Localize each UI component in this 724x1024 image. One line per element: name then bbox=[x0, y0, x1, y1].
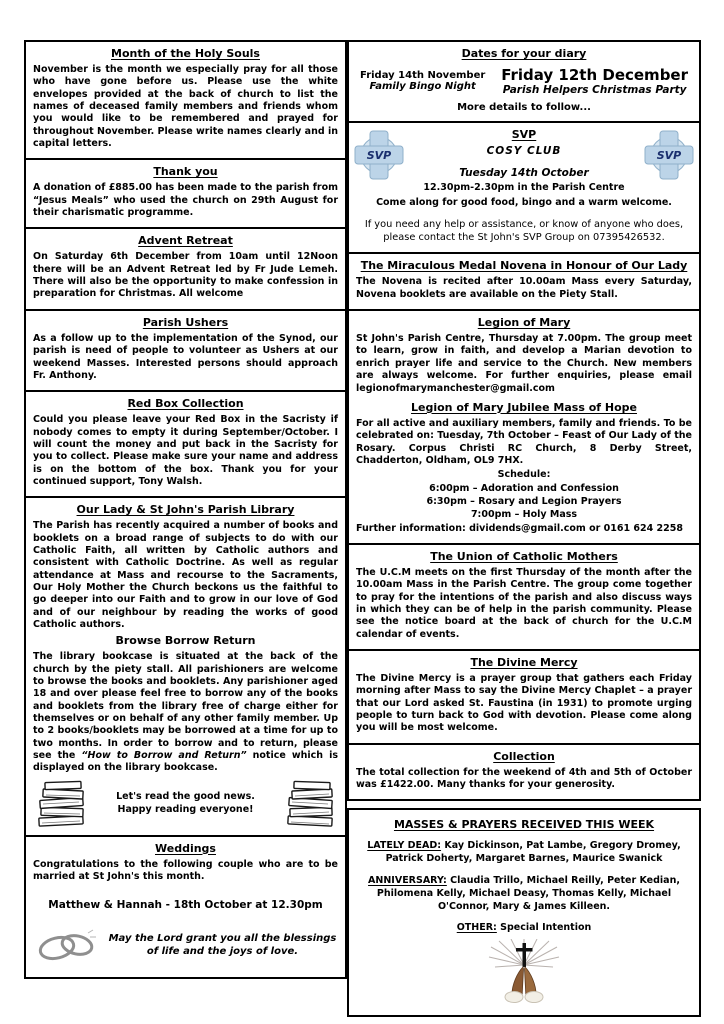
subsection-title: Browse Borrow Return bbox=[115, 634, 256, 648]
praying-hands-icon bbox=[481, 939, 567, 1005]
section-title: Our Lady & St John's Parish Library bbox=[76, 503, 295, 517]
svp-event-time: 12.30pm-2.30pm in the Parish Centre bbox=[423, 182, 625, 194]
section-title: The Union of Catholic Mothers bbox=[430, 549, 618, 563]
section-title: Red Box Collection bbox=[127, 397, 244, 411]
section-miraculous-medal-novena bbox=[347, 252, 701, 311]
section-weddings bbox=[24, 835, 347, 980]
section-red-box-collection bbox=[24, 390, 347, 498]
section-month-of-the-holy-souls bbox=[24, 40, 347, 160]
lately-dead-label: LATELY DEAD: bbox=[367, 840, 442, 852]
section-title: Thank you bbox=[153, 165, 218, 179]
body-part: The library bookcase is situated at the back of the church by the piety stall. All parishioners are welcome to browse the books and booklets. Any parishioner aged 18 and over please feel free to borrow any of the books and booklets from the library free of charge either for themselves or on behalf of any other family member. Up to 2 books/booklets may be borrowed at a time for up to two months. In order to borrow and to return, please see the bbox=[33, 651, 338, 762]
section-body: The Novena is recited after 10.00am Mass every Saturday, Novena booklets are available on the Piety Stall. bbox=[356, 276, 692, 300]
diary-event-christmas-party bbox=[501, 66, 688, 96]
section-body: St John's Parish Centre, Thursday at 7.00pm. The group meet to learn, grow in faith, and develop a Marian devotion to enrich prayer life and service to the Church. New members are always welcome. For further enquiries, please email legionofmarymanchester@gmail.com bbox=[356, 333, 692, 394]
other-paragraph bbox=[356, 922, 692, 935]
section-body: The total collection for the weekend of 4th and 5th of October was £1422.00. Many thanks for your generosity. bbox=[356, 766, 692, 791]
section-body: On Saturday 6th December from 10am until 12Noon there will be an Advent Retreat led by Fr Jude Lemeh. There will also be the opportunity to make confession in preparation for Christmas. All welcome bbox=[33, 251, 338, 300]
caption-line: Happy reading everyone! bbox=[117, 803, 254, 815]
event-name: Family Bingo Night bbox=[369, 81, 476, 92]
section-title: The Miraculous Medal Novena in Honour of Our Lady bbox=[360, 259, 688, 273]
svp-logo-icon bbox=[353, 129, 405, 181]
section-title: Collection bbox=[493, 749, 555, 763]
body-part: notice which is displayed on the library bookcase. bbox=[33, 750, 338, 774]
lately-dead-names: Kay Dickinson, Pat Lambe, Gregory Dromey, Patrick Doherty, Margaret Barnes, Maurice Swanick bbox=[385, 840, 681, 865]
wedding-rings-icon bbox=[33, 925, 99, 965]
section-body: November is the month we especially pray for all those who have gone before us. Please use the white envelopes provided at the back of church to list the names of deceased family members and friends whom you would like to be remembered and prayed for throughout November. Please write names clearly and in capital letters. bbox=[33, 64, 338, 150]
event-name: Parish Helpers Christmas Party bbox=[502, 84, 687, 96]
anniversary-names: Claudia Trillo, Michael Reilly, Peter Kedian, Philomena Kelly, Michael Deasy, Thomas Kelly, Michael O'Connor, Mary & James Killeen. bbox=[376, 875, 680, 912]
subsection-body bbox=[33, 651, 338, 774]
svp-event-date: Tuesday 14th October bbox=[459, 166, 589, 179]
reading-caption-row bbox=[33, 779, 338, 829]
schedule-item: 6:00pm – Adoration and Confession bbox=[429, 482, 619, 494]
section-parish-library bbox=[24, 496, 347, 837]
further-information: Further information: dividends@gmail.com or 0161 624 2258 bbox=[356, 522, 683, 534]
svp-help-text: If you need any help or assistance, or know of anyone who does, please contact the St John's SVP Group on 07395426532. bbox=[364, 218, 684, 243]
section-title: Advent Retreat bbox=[138, 234, 233, 248]
event-date: Friday 12th December bbox=[501, 66, 688, 84]
event-date: Friday 14th November bbox=[360, 70, 486, 81]
section-title: SVP bbox=[511, 128, 537, 141]
svp-invite: Come along for good food, bingo and a warm welcome. bbox=[376, 196, 672, 208]
svp-logo-icon bbox=[643, 129, 695, 181]
section-body: The Parish has recently acquired a number of books and booklets on a broad range of subjects to do with our Catholic Faith, all written by Catholic authors and consistent with Catholic Doctrine. As well as regular attendance at Mass and recourse to the Sacraments, Our Holy Mother the Church beckons us the faithful to go deeper into our Faith and to grow in our love of God and of our neighbour by reading the works of good Catholic authors. bbox=[33, 520, 338, 630]
jubilee-title: Legion of Mary Jubilee Mass of Hope bbox=[411, 400, 637, 414]
svg-text:SVP: SVP bbox=[366, 149, 392, 162]
section-dates-for-your-diary bbox=[347, 40, 701, 123]
section-title: The Divine Mercy bbox=[470, 656, 578, 669]
reading-caption bbox=[89, 791, 282, 817]
section-body: Congratulations to the following couple who are to be married at St John's this month. bbox=[33, 858, 338, 883]
schedule-item: 7:00pm – Holy Mass bbox=[470, 509, 578, 521]
section-body: As a follow up to the implementation of the Synod, our parish is need of people to volunteer as Ushers at our weekend Masses. Interested persons should approach Fr. Anthony. bbox=[33, 332, 338, 381]
section-parish-ushers bbox=[24, 309, 347, 392]
section-svp bbox=[347, 121, 701, 254]
wedding-couple-line: Matthew & Hannah - 18th October at 12.30pm bbox=[48, 899, 323, 912]
section-title: Dates for your diary bbox=[461, 47, 587, 60]
section-body: The U.C.M meets on the first Thursday of the month after the 10.00am Mass in the Parish Centre. The group come together to pray for the intentions of the parish and also discuss ways in which they can be of help in the parish community. Please see the notice board at the back of church for the U.C.M calendar of events. bbox=[356, 566, 692, 640]
diary-more-details: More details to follow... bbox=[457, 102, 591, 113]
praying-hands-wrap bbox=[356, 939, 692, 1009]
wedding-blessing-row bbox=[33, 925, 338, 965]
jubilee-body: For all active and auxiliary members, family and friends. To be celebrated on: Tuesday, 7th October – Feast of Our Lady of the Rosary. Corpus Christi RC Church, 8 Derby Street, Chadderton, Oldham, OL9 7HX. bbox=[356, 417, 692, 466]
diary-event-bingo bbox=[360, 70, 485, 92]
section-title: Weddings bbox=[155, 841, 216, 855]
books-stack-icon bbox=[282, 779, 338, 829]
anniversary-paragraph bbox=[356, 875, 692, 913]
svg-text:SVP: SVP bbox=[656, 149, 682, 162]
other-label: OTHER: bbox=[456, 922, 497, 934]
right-column bbox=[347, 42, 701, 1017]
section-collection bbox=[347, 743, 701, 802]
section-title: MASSES & PRAYERS RECEIVED THIS WEEK bbox=[393, 818, 655, 832]
other-text: Special Intention bbox=[496, 922, 592, 934]
wedding-blessing-text: May the Lord grant you all the blessings of life and the joys of love. bbox=[108, 932, 337, 958]
body-italic-phrase: “How to Borrow and Return” bbox=[81, 750, 247, 762]
section-thank-you bbox=[24, 158, 347, 229]
lately-dead-paragraph bbox=[356, 840, 692, 866]
section-title: Parish Ushers bbox=[142, 315, 229, 329]
section-divine-mercy bbox=[347, 649, 701, 745]
caption-line: Let's read the good news. bbox=[116, 790, 255, 802]
books-stack-icon bbox=[33, 779, 89, 829]
anniversary-label: ANNIVERSARY: bbox=[368, 875, 447, 887]
section-union-of-catholic-mothers bbox=[347, 543, 701, 651]
section-body: A donation of £885.00 has been made to the parish from “Jesus Meals” who used the church on 29th August for their charismatic programme. bbox=[33, 182, 338, 219]
diary-events-row bbox=[356, 64, 692, 98]
section-legion-of-mary bbox=[347, 309, 701, 545]
section-body: The Divine Mercy is a prayer group that gathers each Friday morning after Mass to say the Divine Mercy Chaplet – a prayer that our Lord asked St. Faustina (in 1931) to promote urging people to turn back to God with devotion. Please come along you will be most welcome. bbox=[356, 673, 692, 734]
section-body: Could you please leave your Red Box in the Sacristy if nobody comes to empty it during September/October. I will count the money and put back in the Sacristy for you to collect. Please make sure your name and address is on the bottom of the box. Thank you for your continued support, Tony Walsh. bbox=[33, 414, 338, 487]
section-masses-and-prayers bbox=[347, 808, 701, 1017]
section-title: Month of the Holy Souls bbox=[111, 47, 260, 60]
svp-club-name: COSY CLUB bbox=[486, 145, 562, 157]
schedule-item: 6:30pm – Rosary and Legion Prayers bbox=[426, 495, 622, 507]
section-title: Legion of Mary bbox=[477, 316, 571, 330]
section-advent-retreat bbox=[24, 227, 347, 310]
left-column bbox=[24, 42, 347, 979]
schedule-label: Schedule: bbox=[497, 469, 551, 481]
